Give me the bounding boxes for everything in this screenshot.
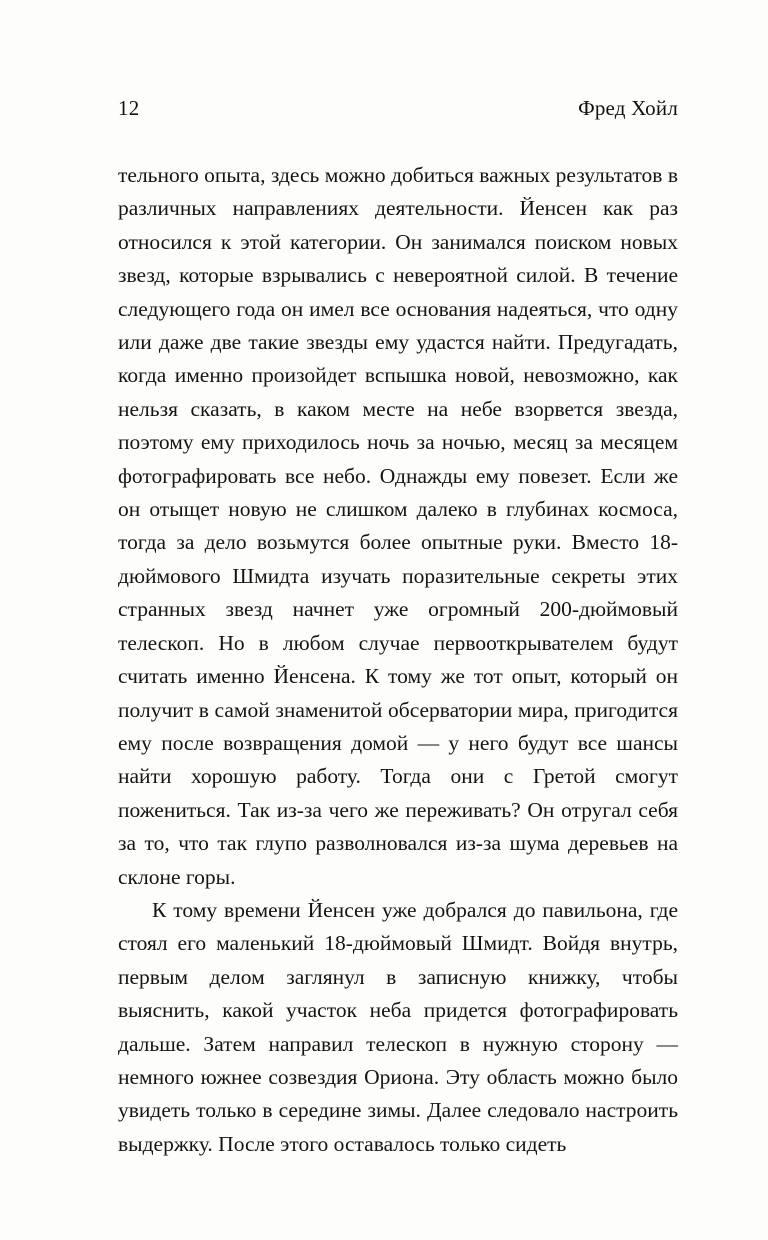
paragraph: тельного опыта, здесь можно добиться важных результатов в различных направлениях деятельности. Йенсен как раз относился к этой категории. Он занимался поиском новых звезд, которые взрывались с невероятной силой. В течение следующего года он имел все основания надеяться, что одну или даже две такие звезды ему удастся найти. Предугадать, когда именно произойдет вспышка новой, невозможно, как нельзя сказать, в каком месте на небе взорвется звезда, поэтому ему приходилось ночь за ночью, месяц за месяцем фотографировать все небо. Однажды ему повезет. Если же он отыщет новую не слишком далеко в глубинах космоса, тогда за дело возьмутся более опытные руки. Вместо 18-дюймового Шмидта изучать поразительные секреты этих странных звезд начнет уже огромный 200-дюймовый телескоп. Но в любом случае первооткрывателем будут считать именно Йенсена. К тому же тот опыт, который он получит в самой знаменитой обсерватории мира, пригодится ему после возвращения домой — у него будут все шансы найти хорошую работу. Тогда они с Гретой смогут пожениться. Так из-за чего же переживать? Он отругал себя за то, что так глупо разволновался из-за шума деревьев на склоне горы. (118, 163, 678, 889)
page-number: 12 (118, 96, 140, 120)
page-content-area (118, 96, 678, 1161)
running-head (118, 96, 678, 121)
body-text (118, 159, 678, 1161)
running-head-author: Фред Хойл (578, 96, 678, 120)
paragraph: К тому времени Йенсен уже добрался до павильона, где стоял его маленький 18-дюймовый Шмидт. Войдя внутрь, первым делом заглянул в записную книжку, чтобы выяснить, какой участок неба придется фотографировать дальше. Затем направил телескоп в нужную сторону — немного южнее созвездия Ориона. Эту область можно было увидеть только в середине зимы. Далее следовало настроить выдержку. После этого оставалось только сидеть (118, 897, 678, 1156)
